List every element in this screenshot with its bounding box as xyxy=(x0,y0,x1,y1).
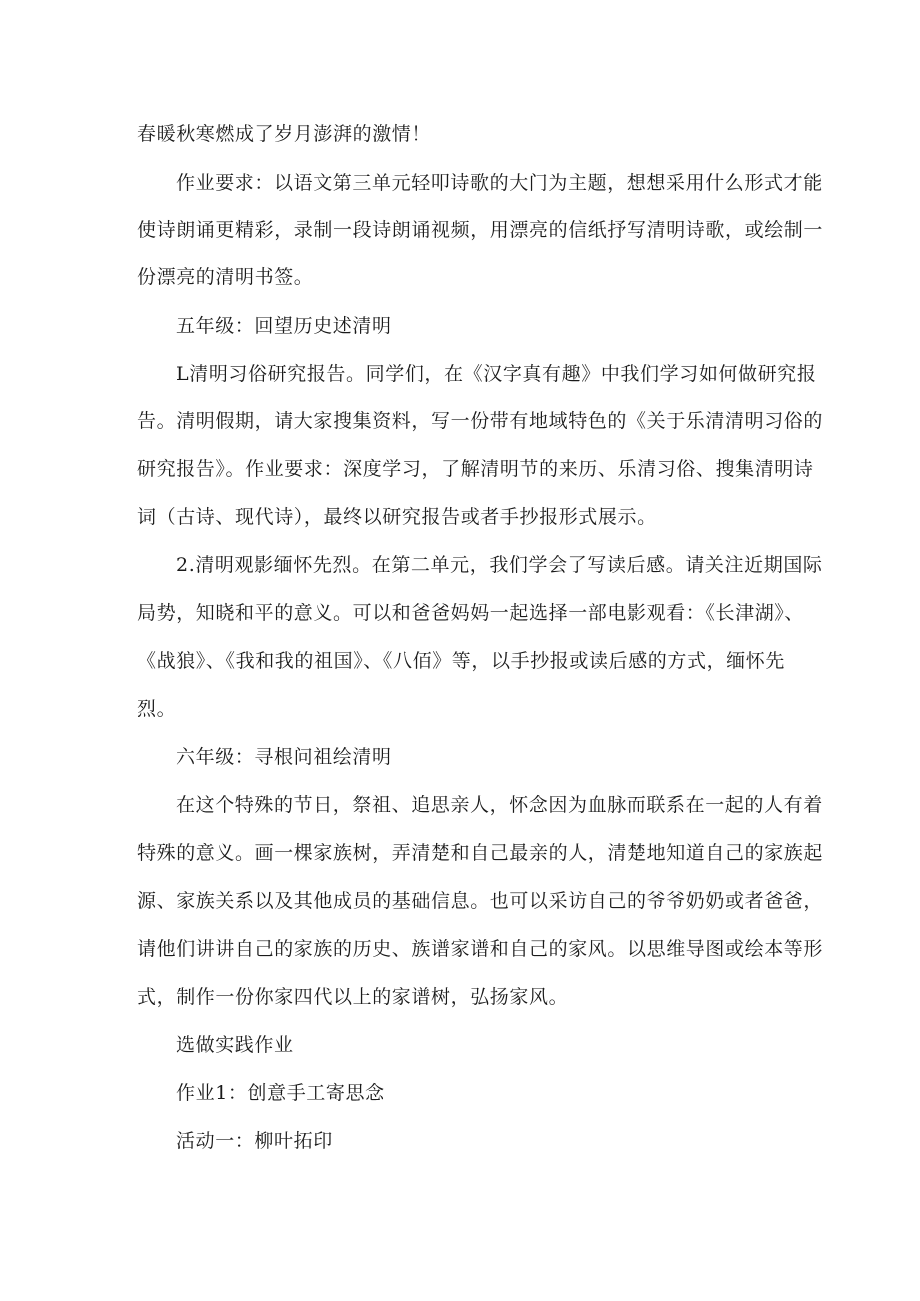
text-line: 式，制作一份你家四代以上的家谱树，弘扬家风。 xyxy=(137,986,569,1008)
text-line: 春暖秋寒燃成了岁月澎湃的激情！ xyxy=(137,123,432,145)
text-line: 使诗朗诵更精彩，录制一段诗朗诵视频，用漂亮的信纸抒写清明诗歌，或绘制一 xyxy=(137,219,824,241)
text-line: 烈。 xyxy=(137,698,177,720)
text-line: 份漂亮的清明书签。 xyxy=(137,266,314,288)
text-line: L清明习俗研究报告。同学们，在《汉字真有趣》中我们学习如何做研究报 xyxy=(176,363,817,385)
section-heading: 作业1：创意手工寄思念 xyxy=(176,1082,385,1104)
text-line: 词（古诗、现代诗），最终以研究报告或者手抄报形式展示。 xyxy=(137,506,657,528)
text-line: 《战狼》、《我和我的祖国》、《八佰》等，以手抄报或读后感的方式，缅怀先 xyxy=(137,650,786,672)
section-heading: 活动一：柳叶拓印 xyxy=(176,1130,333,1152)
section-heading: 选做实践作业 xyxy=(176,1034,294,1056)
text-line: 作业要求：以语文第三单元轻叩诗歌的大门为主题，想想采用什么形式才能 xyxy=(176,172,823,194)
text-line: 源、家族关系以及其他成员的基础信息。也可以采访自己的爷爷奶奶或者爸爸， xyxy=(137,890,824,912)
text-line: 特殊的意义。画一棵家族树，弄清楚和自己最亲的人，清楚地知道自己的家族起 xyxy=(137,842,824,864)
text-line: 在这个特殊的节日，祭祖、追思亲人，怀念因为血脉而联系在一起的人有着 xyxy=(176,794,823,816)
text-line: 请他们讲讲自己的家族的历史、族谱家谱和自己的家风。以思维导图或绘本等形 xyxy=(137,938,824,960)
text-line: 2.清明观影缅怀先烈。在第二单元，我们学会了写读后感。请关注近期国际 xyxy=(176,554,823,576)
section-heading: 六年级：寻根问祖绘清明 xyxy=(176,746,392,768)
text-line: 研究报告》。作业要求：深度学习，了解清明节的来历、乐清习俗、搜集清明诗 xyxy=(137,458,814,480)
section-heading: 五年级：回望历史述清明 xyxy=(176,315,392,337)
text-line: 局势，知晓和平的意义。可以和爸爸妈妈一起选择一部电影观看：《长津湖》、 xyxy=(137,602,805,624)
text-line: 告。清明假期，请大家搜集资料，写一份带有地域特色的《关于乐清清明习俗的 xyxy=(137,410,824,432)
